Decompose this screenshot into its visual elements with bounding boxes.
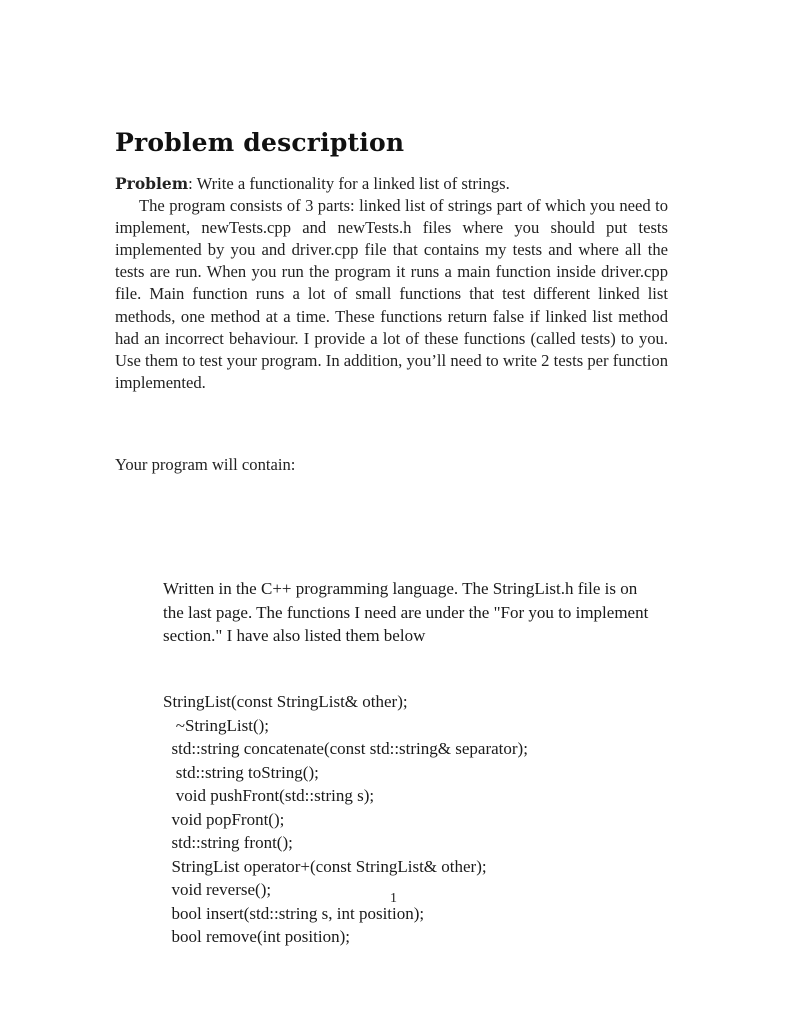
section-title: Problem description [115, 128, 405, 157]
code-line-copy-constructor: StringList(const StringList& other); [163, 692, 408, 711]
code-line-to-string: std::string toString(); [163, 762, 319, 782]
code-line-push-front: void pushFront(std::string s); [163, 786, 375, 805]
language-note: Written in the C++ programming language. The StringList.h file is on the last page. The functions I need are under the "For you to implement section." I have also listed them below [163, 579, 649, 645]
problem-lead-label: Problem [115, 174, 189, 193]
code-line-reverse: void reverse(); [163, 880, 272, 899]
code-line-destructor: ~StringList(); [163, 715, 270, 735]
code-line-operator-plus: StringList operator+(const StringList& other); [163, 856, 487, 876]
program-contain-line: Your program will contain: [115, 455, 296, 474]
problem-first-sentence: : Write a functionality for a linked list of strings. [188, 174, 510, 193]
code-line-pop-front: void popFront(); [163, 809, 285, 829]
problem-description-text [115, 173, 668, 394]
problem-paragraph: The program consists of 3 parts: linked list of strings part of which you need to implement, newTests.cpp and newTests.h files where you should put tests implemented by you and driver.cpp file that contains my tests and where all the tests are run. When you run the program it runs a main function inside driver.cpp file. Main function runs a lot of small functions that test different linked list methods, one method at a time. These functions return false if linked list method had an incorrect behaviour. I provide a lot of these functions (called tests) to you. Use them to test your program. In addition, you’ll need to write 2 tests per function implemented. [115, 196, 668, 392]
page-number: 1 [390, 891, 397, 906]
code-line-insert: bool insert(std::string s, int position); [163, 903, 425, 923]
code-line-concatenate: std::string concatenate(const std::string& separator); [163, 739, 528, 758]
code-line-front: std::string front(); [163, 833, 293, 852]
function-signature-list [163, 690, 528, 949]
code-line-remove: bool remove(int position); [163, 927, 350, 946]
